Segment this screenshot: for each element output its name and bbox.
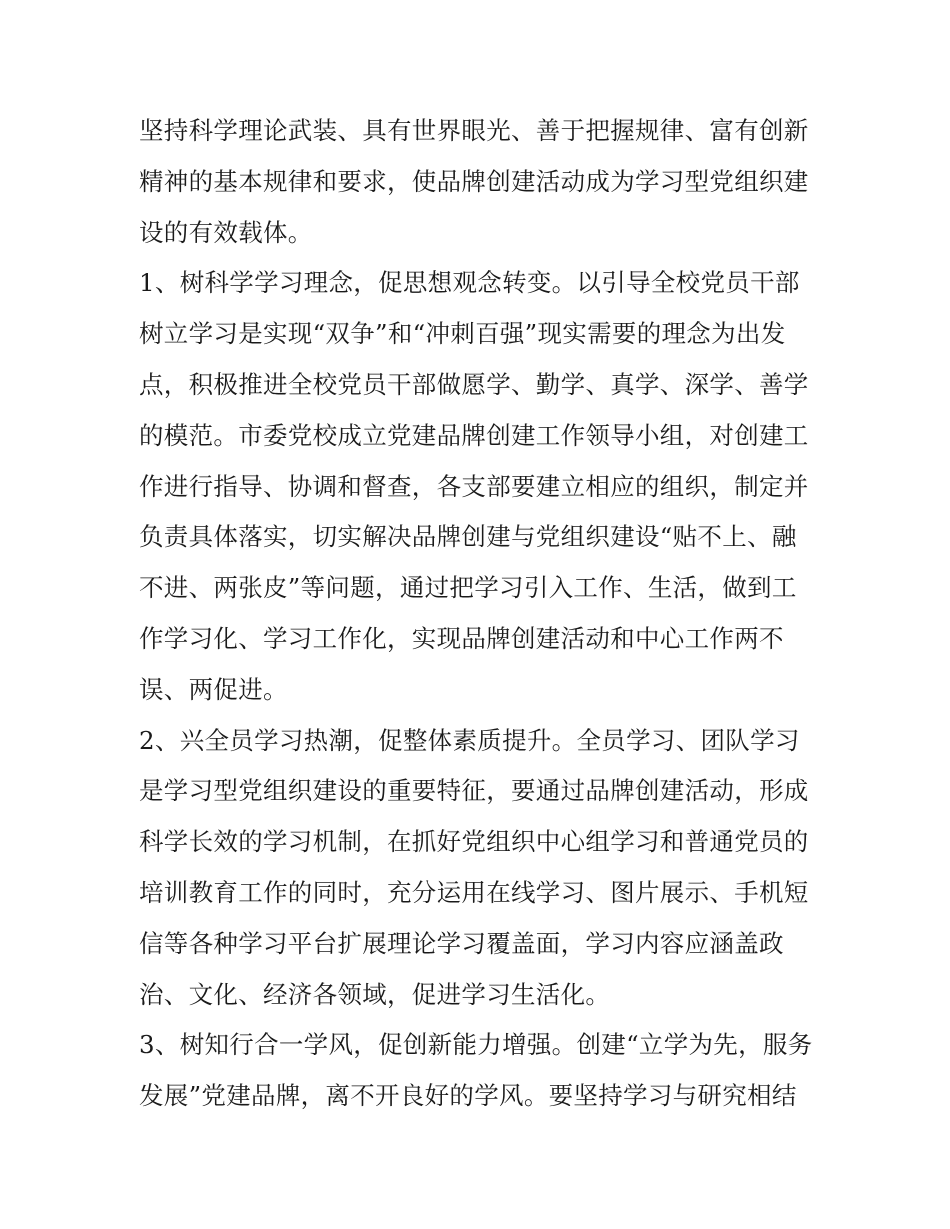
text-line: 作学习化、学习工作化，实现品牌创建活动和中心工作两不 xyxy=(139,623,784,653)
text-line: 2、兴全员学习热潮，促整体素质提升。全员学习、团队学习 xyxy=(139,725,800,755)
text-line: 发展”党建品牌，离不开良好的学风。要坚持学习与研究相结 xyxy=(139,1081,797,1111)
text-line: 培训教育工作的同时，充分运用在线学习、图片展示、手机短 xyxy=(139,877,809,907)
text-line: 信等各种学习平台扩展理论学习覆盖面，学习内容应涵盖政 xyxy=(139,928,784,958)
text-line: 误、两促进。 xyxy=(139,674,288,704)
text-line: 坚持科学理论武装、具有世界眼光、善于把握规律、富有创新 xyxy=(139,116,809,145)
text-line: 树立学习是实现“双争”和“冲刺百强”现实需要的理念为出发 xyxy=(139,319,786,349)
text-line: 不进、两张皮”等问题，通过把学习引入工作、生活，做到工 xyxy=(139,573,797,603)
text-line: 精神的基本规律和要求，使品牌创建活动成为学习型党组织建 xyxy=(139,166,809,196)
text-line: 负责具体落实，切实解决品牌创建与党组织建设“贴不上、融 xyxy=(139,522,797,552)
text-line: 科学长效的学习机制，在抓好党组织中心组学习和普通党员的 xyxy=(139,827,809,857)
text-line: 1、树科学学习理念，促思想观念转变。以引导全校党员干部 xyxy=(139,268,800,298)
text-line: 的模范。市委党校成立党建品牌创建工作领导小组，对创建工 xyxy=(139,420,809,450)
text-line: 作进行指导、协调和督查，各支部要建立相应的组织，制定并 xyxy=(139,471,809,501)
text-line: 治、文化、经济各领域，促进学习生活化。 xyxy=(139,979,611,1009)
text-line: 设的有效载体。 xyxy=(139,217,313,247)
text-line: 3、树知行合一学风，促创新能力增强。创建“立学为先，服务 xyxy=(139,1030,813,1060)
body-text xyxy=(139,106,819,1122)
text-line: 是学习型党组织建设的重要特征，要通过品牌创建活动，形成 xyxy=(139,776,809,806)
text-line: 点，积极推进全校党员干部做愿学、勤学、真学、深学、善学 xyxy=(139,369,809,399)
